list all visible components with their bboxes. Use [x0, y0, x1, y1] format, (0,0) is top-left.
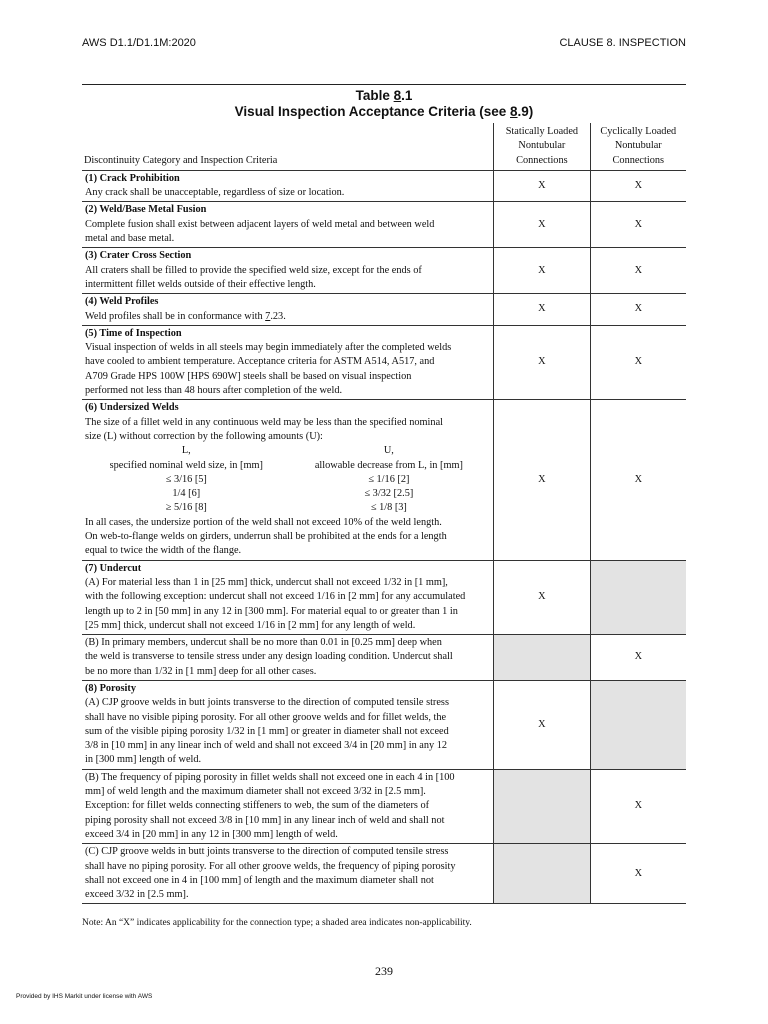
static-mark: X [494, 248, 590, 294]
table-row-undercut-b [82, 635, 686, 681]
clause-ref-link[interactable]: 7 [265, 310, 271, 322]
cyclic-mark: X [590, 769, 686, 843]
criteria-cell: (8) Porosity (A) CJP groove welds in butt joints transverse to the direction of computed tensile stress shall have no visible piping porosity. For all other groove welds and for fillet welds, the sum of the visible piping porosity 1/32 in [1 mm] or greater in diameter shall not exceed 3/8 in [10 mm] in any linear inch of weld and shall not exceed 3/4 in [20 mm] in any 12 in [300 mm] length of weld. [82, 680, 494, 769]
cyclic-mark: X [590, 170, 686, 202]
criteria-cell: (5) Time of Inspection Visual inspection of welds in all steels may begin immediately after the completed welds have cooled to ambient temperature. Acceptance criteria for ASTM A514, A517, and A709 Grade HPS 100W [HPS 690W] steels shall be based on visual inspection performed not less than 48 hours after completion of the weld. [82, 325, 494, 399]
col-header-category: Discontinuity Category and Inspection Criteria [82, 123, 494, 170]
not-applicable-cell [494, 844, 590, 904]
cyclic-mark: X [590, 325, 686, 399]
table-row-porosity-c [82, 844, 686, 904]
table-caption: Visual Inspection Acceptance Criteria (see 8.9) [234, 104, 534, 119]
static-mark: X [494, 294, 590, 326]
criteria-cell: (C) CJP groove welds in butt joints transverse to the direction of computed tensile stress shall have no piping porosity. For all other groove welds, the frequency of piping porosity shall not exceed one in 4 in [100 mm] of length and the maximum diameter shall not exceed 3/32 in [2.5 mm]. [82, 844, 494, 904]
table-row-crater [82, 248, 686, 294]
table-row-crack [82, 170, 686, 202]
criteria-cell: (2) Weld/Base Metal Fusion Complete fusion shall exist between adjacent layers of weld metal and between weld metal and base metal. [82, 202, 494, 248]
static-mark: X [494, 400, 590, 560]
cyclic-mark: X [590, 248, 686, 294]
criteria-cell: (1) Crack Prohibition Any crack shall be unacceptable, regardless of size or location. [82, 170, 494, 202]
cyclic-mark: X [590, 844, 686, 904]
criteria-cell: (4) Weld Profiles Weld profiles shall be in conformance with 7.23. [82, 294, 494, 326]
static-mark: X [494, 325, 590, 399]
running-header-left: AWS D1.1/D1.1M:2020 [82, 37, 196, 49]
cyclic-mark: X [590, 635, 686, 681]
table-row-undercut-a [82, 560, 686, 634]
clause-ref-link[interactable]: 8 [510, 104, 518, 119]
static-mark: X [494, 680, 590, 769]
criteria-cell: (B) In primary members, undercut shall be no more than 0.01 in [0.25 mm] deep when the weld is transverse to tensile stress under any design loading condition. Undercut shall be no more than 1/32 in [1 mm] deep for all other cases. [82, 635, 494, 681]
not-applicable-cell [590, 560, 686, 634]
table-row-porosity-a [82, 680, 686, 769]
cyclic-mark: X [590, 202, 686, 248]
table-row-fusion [82, 202, 686, 248]
page-number: 239 [375, 964, 393, 978]
not-applicable-cell [590, 680, 686, 769]
static-mark: X [494, 170, 590, 202]
cyclic-mark: X [590, 294, 686, 326]
table-header-row [82, 123, 686, 170]
table-row-undersized [82, 400, 686, 560]
table-number-link[interactable]: 8 [393, 88, 402, 103]
table-number: Table 8.1 [355, 88, 413, 103]
table-row-profiles [82, 294, 686, 326]
license-footer: Provided by IHS Markit under license with AWS [16, 993, 153, 1000]
header-rule [82, 84, 686, 85]
criteria-cell: (B) The frequency of piping porosity in fillet welds shall not exceed one in each 4 in [100 mm] of weld length and the maximum diameter shall not exceed 3/32 in [2.5 mm]. Exception: for fillet welds connecting stiffeners to web, the sum of the diameters of piping porosity shall not exceed 3/8 in [10 mm] in any linear inch of weld and shall not exceed 3/4 in [20 mm] in any 12 in [300 mm] length of weld. [82, 769, 494, 843]
criteria-cell: (6) Undersized Welds The size of a fillet weld in any continuous weld may be less than the specified nominal size (L) without correction by the following amounts (U): L, U, specified nominal weld size, in [mm] allowable decrease from L, in [mm] ≤ 3/16 [5] ≤ 1/16 [2] 1/4 [6] ≤ 3/32 [2.5] ≥ 5/16 [8] ≤ 1/8 [3] In all cases, the undersize portion of the weld shall not exceed 10% of the weld length. On web-to-flange welds on girders, underrun shall be prohibited at the ends for a length equal to twice the width of the flange. [82, 400, 494, 560]
static-mark: X [494, 560, 590, 634]
col-header-static: Statically Loaded Nontubular Connections [494, 123, 590, 170]
running-header-right: CLAUSE 8. INSPECTION [559, 37, 686, 49]
not-applicable-cell [494, 769, 590, 843]
criteria-cell: (3) Crater Cross Section All craters shall be filled to provide the specified weld size, except for the ends of intermittent fillet welds outside of their effective length. [82, 248, 494, 294]
table-row-time [82, 325, 686, 399]
table-note: Note: An “X” indicates applicability for the connection type; a shaded area indicates non-applicability. [82, 918, 472, 928]
static-mark: X [494, 202, 590, 248]
criteria-cell: (7) Undercut (A) For material less than 1 in [25 mm] thick, undercut shall not exceed 1/32 in [1 mm], with the following exception: undercut shall not exceed 1/16 in [2 mm] for any accumulated length up to 2 in [50 mm] in any 12 in [300 mm]. For material equal to or greater than 1 in [25 mm] thick, undercut shall not exceed 1/16 in [2 mm] for any length of weld. [82, 560, 494, 634]
inspection-criteria-table [82, 123, 686, 904]
not-applicable-cell [494, 635, 590, 681]
cyclic-mark: X [590, 400, 686, 560]
col-header-cyclic: Cyclically Loaded Nontubular Connections [590, 123, 686, 170]
table-title-block [82, 88, 686, 120]
table-row-porosity-b [82, 769, 686, 843]
undersize-table: L, U, specified nominal weld size, in [mm] allowable decrease from L, in [mm] ≤ 3/16 [5] ≤ 1/16 [2] 1/4 [6] ≤ 3/32 [2.5] ≥ 5/16 [8] ≤ 1/8 [3] [109, 445, 463, 514]
